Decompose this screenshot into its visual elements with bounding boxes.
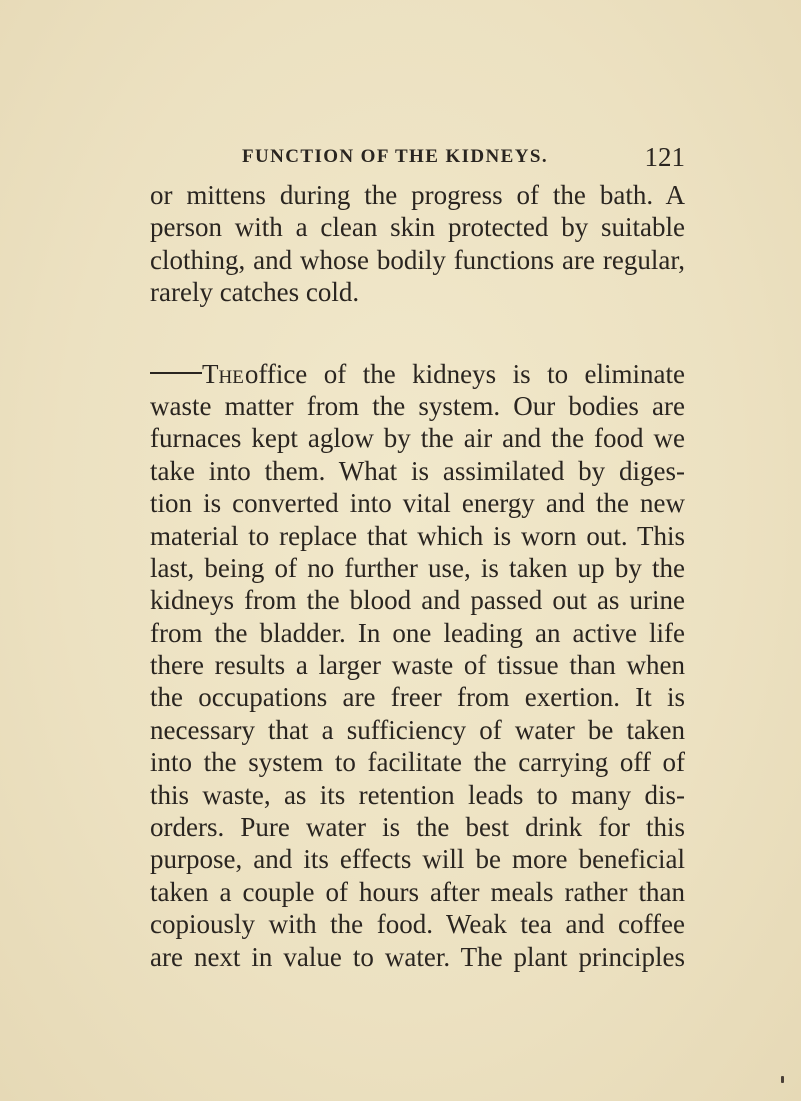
text-line: last, being of no further use, is taken up by the (150, 552, 685, 583)
running-title: FUNCTION OF THE KIDNEYS. (242, 146, 548, 167)
lead-line-rest: office of the kidneys is to eliminate (244, 358, 685, 389)
text-line: take into them. What is assimilated by diges- (150, 455, 685, 486)
paper-speck (781, 1076, 784, 1083)
text-line: taken a couple of hours after meals rather than (150, 876, 685, 907)
running-head (150, 142, 685, 172)
text-line: waste matter from the system. Our bodies are (150, 390, 685, 421)
text-line: purpose, and its effects will be more beneficial (150, 844, 685, 875)
small-caps-lead: The (202, 358, 244, 389)
text-line: furnaces kept aglow by the air and the food we (150, 423, 685, 454)
paragraph-lead-line (150, 358, 685, 390)
text-line: copiously with the food. Weak tea and coffee (150, 909, 685, 940)
paragraph-gap (150, 309, 685, 358)
text-line: material to replace that which is worn out. This (150, 520, 685, 551)
em-rule (150, 372, 202, 374)
text-line: this waste, as its retention leads to many dis- (150, 779, 685, 810)
text-line: into the system to facilitate the carrying off of (150, 747, 685, 778)
text-line: tion is converted into vital energy and the new (150, 488, 685, 519)
text-line: kidneys from the blood and passed out as urine (150, 585, 685, 616)
text-line: clothing, and whose bodily functions are regular, (150, 244, 685, 275)
text-line: or mittens during the progress of the bath. A (150, 180, 685, 210)
text-line: person with a clean skin protected by suitable (150, 212, 685, 243)
text-line: the occupations are freer from exertion. It is (150, 682, 685, 713)
text-line: necessary that a sufficiency of water be taken (150, 714, 685, 745)
text-line: there results a larger waste of tissue than when (150, 650, 685, 681)
text-line: are next in value to water. The plant principles (150, 941, 685, 972)
text-line: orders. Pure water is the best drink for this (150, 812, 685, 843)
text-line: from the bladder. In one leading an active life (150, 617, 685, 648)
body-text (150, 179, 685, 973)
text-line: rarely catches cold. (150, 277, 360, 308)
page-number: 121 (644, 142, 685, 172)
